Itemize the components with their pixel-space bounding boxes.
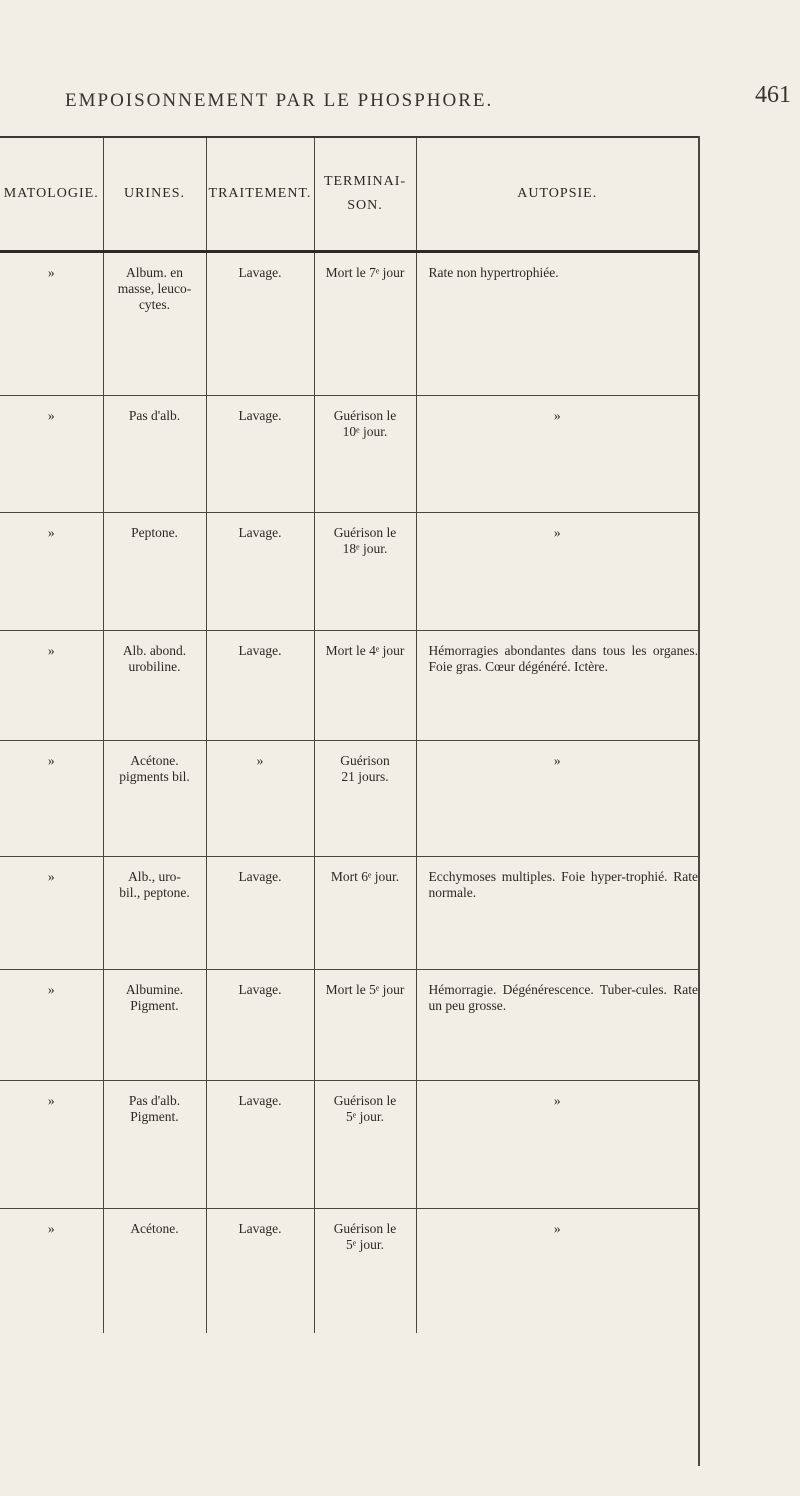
dash-cell (0, 741, 103, 857)
urines-text: Peptone. (131, 525, 178, 540)
terminaison-text: Mort 6ᵉ jour. (330, 869, 400, 884)
terminaison-cell (314, 631, 416, 741)
table-row (0, 252, 698, 396)
traitement-cell (206, 1081, 314, 1209)
table-header (0, 137, 698, 252)
dash-cell (0, 396, 103, 513)
terminaison-cell (314, 1209, 416, 1333)
terminaison-text: Mort le 7ᵉ jour (325, 265, 405, 280)
dash-cell (0, 631, 103, 741)
urines-text: Album. en masse, leuco- cytes. (117, 265, 192, 312)
autopsie-text: Ecchymoses multiples. Foie hyper-trophié. Rate normale. (428, 869, 698, 900)
traitement-text: Lavage. (238, 982, 282, 997)
dash-cell (0, 1209, 103, 1333)
dash-cell (0, 970, 103, 1081)
terminaison-text: Guérison le 5ᵉ jour. (333, 1221, 397, 1252)
terminaison-cell (314, 857, 416, 970)
terminaison-text: Mort le 5ᵉ jour (325, 982, 405, 997)
dash-cell (0, 857, 103, 970)
dash-text: » (47, 1221, 55, 1236)
autopsie-cell (416, 396, 698, 513)
autopsie-text: Hémorragie. Dégénérescence. Tuber-cules. Rate un peu grosse. (428, 982, 698, 1013)
traitement-text: Lavage. (238, 869, 282, 884)
terminaison-text: Guérison le 10ᵉ jour. (333, 408, 397, 439)
column-header: AUTOPSIE. (416, 137, 698, 252)
dash-text: » (47, 643, 55, 658)
running-title: EMPOISONNEMENT PAR LE PHOSPHORE. (65, 90, 494, 111)
urines-text: Acétone. (130, 1221, 179, 1236)
traitement-cell (206, 1209, 314, 1333)
traitement-text: Lavage. (238, 1093, 282, 1108)
terminaison-cell (314, 970, 416, 1081)
column-header: URINES. (103, 137, 206, 252)
autopsie-cell (416, 1209, 698, 1333)
dash-text: » (47, 982, 55, 997)
dash-cell (0, 513, 103, 631)
urines-cell (103, 396, 206, 513)
autopsie-text: » (553, 525, 561, 540)
traitement-cell (206, 396, 314, 513)
autopsie-text: » (553, 1221, 561, 1236)
terminaison-cell (314, 1081, 416, 1209)
traitement-cell (206, 857, 314, 970)
urines-cell (103, 513, 206, 631)
table-row (0, 1209, 698, 1333)
table-row (0, 741, 698, 857)
dash-text: » (47, 869, 55, 884)
terminaison-cell (314, 513, 416, 631)
traitement-cell (206, 970, 314, 1081)
column-header: TERMINAI- SON. (314, 137, 416, 252)
page-number: 461 (755, 82, 791, 108)
table-row (0, 857, 698, 970)
terminaison-cell (314, 741, 416, 857)
urines-text: Alb. abond. urobiline. (122, 643, 187, 674)
traitement-cell (206, 631, 314, 741)
dash-text: » (47, 525, 55, 540)
dash-text: » (47, 408, 55, 423)
autopsie-cell (416, 513, 698, 631)
urines-text: Acétone. pigments bil. (119, 753, 190, 784)
running-head (0, 82, 800, 120)
urines-cell (103, 631, 206, 741)
data-table (0, 136, 698, 1333)
terminaison-text: Guérison 21 jours. (340, 753, 390, 784)
dash-text: » (47, 753, 55, 768)
autopsie-text: » (553, 408, 561, 423)
traitement-cell (206, 741, 314, 857)
dash-cell (0, 252, 103, 396)
table-body (0, 252, 698, 1333)
autopsie-cell (416, 857, 698, 970)
autopsie-cell (416, 970, 698, 1081)
page-edge-rule (698, 136, 700, 1466)
terminaison-cell (314, 396, 416, 513)
terminaison-text: Guérison le 18ᵉ jour. (333, 525, 397, 556)
urines-text: Pas d'alb. Pigment. (128, 1093, 181, 1124)
autopsie-text: » (553, 1093, 561, 1108)
traitement-text: Lavage. (238, 265, 282, 280)
terminaison-text: Guérison le 5ᵉ jour. (333, 1093, 397, 1124)
dash-text: » (47, 1093, 55, 1108)
autopsie-text: Rate non hypertrophiée. (428, 265, 559, 280)
table-row (0, 1081, 698, 1209)
urines-text: Albumine. Pigment. (125, 982, 184, 1013)
traitement-text: Lavage. (238, 643, 282, 658)
table-row (0, 631, 698, 741)
urines-cell (103, 970, 206, 1081)
dash-cell (0, 1081, 103, 1209)
table-row (0, 970, 698, 1081)
autopsie-cell (416, 1081, 698, 1209)
traitement-text: Lavage. (238, 408, 282, 423)
autopsie-cell (416, 252, 698, 396)
urines-cell (103, 1081, 206, 1209)
autopsie-text: Hémorragies abondantes dans tous les organes. Foie gras. Cœur dégénéré. Ictère. (428, 643, 698, 674)
traitement-text: Lavage. (238, 1221, 282, 1236)
urines-text: Alb., uro- bil., peptone. (119, 869, 190, 900)
column-header: TRAITEMENT. (206, 137, 314, 252)
table-row (0, 396, 698, 513)
table-row (0, 513, 698, 631)
column-header: MATOLOGIE. (0, 137, 103, 252)
terminaison-text: Mort le 4ᵉ jour (325, 643, 405, 658)
urines-text: Pas d'alb. (128, 408, 181, 423)
terminaison-cell (314, 252, 416, 396)
urines-cell (103, 1209, 206, 1333)
traitement-cell (206, 252, 314, 396)
traitement-text: Lavage. (238, 525, 282, 540)
autopsie-text: » (553, 753, 561, 768)
autopsie-cell (416, 741, 698, 857)
dash-text: » (47, 265, 55, 280)
urines-cell (103, 857, 206, 970)
autopsie-cell (416, 631, 698, 741)
urines-cell (103, 741, 206, 857)
traitement-text: » (256, 753, 264, 768)
urines-cell (103, 252, 206, 396)
traitement-cell (206, 513, 314, 631)
